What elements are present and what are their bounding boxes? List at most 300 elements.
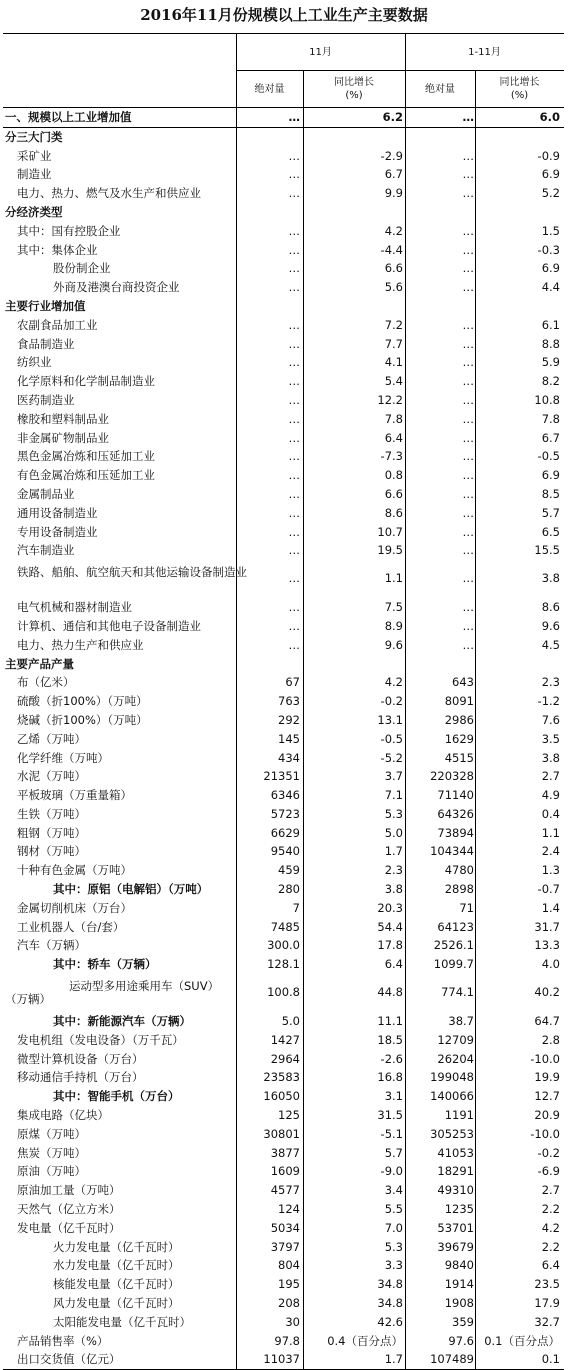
cell-v2: 5.7: [384, 1145, 403, 1160]
cell-v3: 305253: [430, 1126, 474, 1141]
row-label: 金属切削机床（万台）: [17, 900, 132, 915]
cell-v1: …: [288, 430, 300, 445]
cell-v4: 6.9: [541, 468, 560, 483]
cell-v1: …: [288, 392, 300, 407]
cell-v4: 10.8: [534, 392, 560, 407]
cell-v3: …: [462, 167, 474, 182]
header-abs-1: 绝对量: [254, 84, 285, 95]
row-label: 钢材（万吨）: [17, 844, 86, 859]
cell-v3: 2986: [444, 712, 474, 727]
row-label: 生铁（万吨）: [17, 806, 86, 821]
row-label: 粗钢（万吨）: [17, 825, 86, 840]
cell-v2: 1.7: [384, 844, 403, 859]
cell-v2: -5.2: [380, 750, 403, 765]
cell-v4: -10.0: [530, 1126, 560, 1141]
row-label: 橡胶和塑料制品业: [17, 411, 109, 426]
cell-v4: 3.8: [541, 750, 560, 765]
row-label: 股份制企业: [53, 261, 111, 276]
cell-v4: 64.7: [534, 1014, 560, 1029]
cell-v4: 1.3: [541, 863, 560, 878]
cell-v2: 6.2: [382, 110, 403, 124]
row-label: 布（亿米）: [17, 675, 75, 690]
page-title: 2016年11月份规模以上工业生产主要数据: [140, 6, 428, 24]
cell-v3: …: [462, 637, 474, 652]
cell-v2: 6.7: [384, 167, 403, 182]
cell-v1: …: [288, 637, 300, 652]
cell-v2: 5.3: [384, 806, 403, 821]
row-label: 产品销售率（%）: [17, 1333, 109, 1348]
cell-v2: -9.0: [380, 1164, 403, 1179]
cell-v1: …: [288, 186, 300, 201]
cell-v3: 38.7: [448, 1014, 474, 1029]
cell-v1: 100.8: [267, 985, 300, 1000]
cell-v4: -6.9: [537, 1164, 560, 1179]
cell-v1: …: [288, 336, 300, 351]
table-row: [3, 730, 564, 749]
cell-v4: 2.4: [541, 844, 560, 859]
cell-v1: 21351: [263, 769, 300, 784]
cell-v2: 8.6: [384, 505, 403, 520]
cell-v3: 97.6: [448, 1333, 474, 1348]
table-row: [3, 899, 564, 918]
row-label: 通用设备制造业: [17, 505, 98, 520]
table-row: [3, 711, 564, 730]
row-label: 电气机械和器材制造业: [17, 600, 132, 615]
cell-v3: 2898: [444, 882, 474, 897]
table-row: [3, 955, 564, 974]
table-row: [3, 842, 564, 861]
row-label: 十种有色金属（万吨）: [17, 863, 132, 878]
header-growth-1: [303, 76, 405, 102]
cell-v2: 44.8: [377, 985, 403, 1000]
header-period-jan-nov: 1-11月: [468, 47, 501, 58]
row-label: 烧碱（折100%）（万吨）: [17, 712, 148, 727]
cell-v1: 11037: [263, 1352, 300, 1367]
row-label: 采矿业: [17, 148, 52, 163]
header-growth-text: 同比增长: [499, 77, 540, 88]
row-label: 运动型多用途乘用车（SUV）（万辆）: [5, 979, 220, 1007]
row-label: 集成电路（亿块）: [17, 1108, 109, 1123]
cell-v1: 195: [278, 1277, 300, 1292]
row-label: 一、规模以上工业增加值: [5, 110, 132, 124]
table-row: [3, 372, 564, 391]
row-label: 医药制造业: [17, 392, 75, 407]
cell-v4: 9.6: [541, 618, 560, 633]
table-row: [3, 523, 564, 542]
row-label: 汽车（万辆）: [17, 938, 86, 953]
cell-v1: 30801: [263, 1126, 300, 1141]
cell-v4: 4.2: [541, 1220, 560, 1235]
cell-v4: -0.3: [537, 242, 560, 257]
cell-v2: -4.4: [380, 242, 403, 257]
row-label: 出口交货值（亿元）: [17, 1352, 121, 1367]
cell-v1: …: [288, 571, 300, 586]
cell-v1: …: [288, 600, 300, 615]
cell-v3: …: [462, 148, 474, 163]
table-row: [3, 805, 564, 824]
row-label: 其中：国有控股企业: [17, 223, 121, 238]
cell-v1: 124: [278, 1202, 300, 1217]
cell-v3: 104344: [430, 844, 474, 859]
cell-v3: 41053: [437, 1145, 474, 1160]
cell-v2: 7.1: [384, 788, 403, 803]
row-label: 农副食品加工业: [17, 317, 98, 332]
cell-v3: 140066: [430, 1089, 474, 1104]
row-label: 非金属矿物制品业: [17, 430, 109, 445]
table-row: [3, 692, 564, 711]
cell-v4: 5.2: [541, 186, 560, 201]
cell-v2: 7.5: [384, 600, 403, 615]
cell-v3: …: [462, 392, 474, 407]
row-label: 其中：轿车（万辆）: [53, 957, 157, 972]
cell-v4: 6.7: [541, 430, 560, 445]
cell-v3: …: [462, 242, 474, 257]
cell-v2: 10.7: [377, 524, 403, 539]
cell-v2: 19.5: [377, 543, 403, 558]
cell-v4: 2.7: [541, 1183, 560, 1198]
row-label: 微型计算机设备（万台）: [17, 1051, 144, 1066]
row-label: 电力、热力、燃气及水生产和供应业: [17, 186, 201, 201]
cell-v3: 53701: [437, 1220, 474, 1235]
cell-v1: 6629: [270, 825, 300, 840]
table-row: [3, 1125, 564, 1144]
cell-v2: 3.8: [384, 882, 403, 897]
row-label: 化学纤维（万吨）: [17, 750, 109, 765]
cell-v1: 23583: [263, 1070, 300, 1085]
cell-v4: 0.1（百分点）: [484, 1333, 560, 1348]
header-growth-2: [475, 76, 564, 102]
cell-v2: 5.3: [384, 1239, 403, 1254]
cell-v4: 4.0: [541, 957, 560, 972]
cell-v2: 9.6: [384, 637, 403, 652]
table-row: [3, 1181, 564, 1200]
cell-v1: 128.1: [267, 957, 300, 972]
cell-v4: 6.9: [541, 261, 560, 276]
cell-v2: 34.8: [377, 1296, 403, 1311]
row-label: 原煤（万吨）: [17, 1126, 86, 1141]
cell-v1: …: [288, 223, 300, 238]
table-row: [3, 560, 564, 598]
cell-v4: 2.7: [541, 769, 560, 784]
cell-v3: …: [462, 449, 474, 464]
cell-v1: 1427: [270, 1032, 300, 1047]
table-header: [3, 34, 564, 108]
cell-v4: 23.5: [534, 1277, 560, 1292]
cell-v3: 2526.1: [433, 938, 474, 953]
row-label: 水泥（万吨）: [17, 769, 86, 784]
cell-v1: 5.0: [281, 1014, 300, 1029]
cell-v1: …: [288, 110, 300, 124]
cell-v2: 7.8: [384, 411, 403, 426]
cell-v3: 71140: [437, 788, 474, 803]
table-row: [3, 147, 564, 166]
cell-v3: 64123: [437, 919, 474, 934]
cell-v1: 804: [278, 1258, 300, 1273]
table-row: [3, 936, 564, 955]
row-label: 乙烯（万吨）: [17, 731, 86, 746]
cell-v3: …: [462, 374, 474, 389]
cell-v1: …: [288, 167, 300, 182]
table-row: [3, 1238, 564, 1257]
table-row: [3, 410, 564, 429]
cell-v3: 1629: [444, 731, 474, 746]
cell-v2: 7.7: [384, 336, 403, 351]
cell-v1: 16050: [263, 1089, 300, 1104]
table-row: [3, 1068, 564, 1087]
cell-v2: 8.9: [384, 618, 403, 633]
cell-v1: …: [288, 148, 300, 163]
cell-v4: 3.5: [541, 731, 560, 746]
cell-v3: …: [462, 261, 474, 276]
row-label: 天然气（亿立方米）: [17, 1202, 121, 1217]
row-label: 其中：新能源汽车（万辆）: [53, 1014, 191, 1029]
table-row: [3, 673, 564, 692]
cell-v1: …: [288, 449, 300, 464]
cell-v4: 31.7: [534, 919, 560, 934]
row-label: 有色金属冶炼和压延加工业: [17, 468, 155, 483]
cell-v4: 8.2: [541, 374, 560, 389]
table-row: [3, 1162, 564, 1181]
cell-v4: 3.8: [541, 571, 560, 586]
cell-v3: 4515: [444, 750, 474, 765]
cell-v1: …: [288, 261, 300, 276]
cell-v3: 64326: [437, 806, 474, 821]
row-label: 原油（万吨）: [17, 1164, 86, 1179]
cell-v3: …: [462, 468, 474, 483]
cell-v2: 5.6: [384, 280, 403, 295]
cell-v3: 199048: [430, 1070, 474, 1085]
cell-v1: 2964: [270, 1051, 300, 1066]
cell-v4: 2.8: [541, 1032, 560, 1047]
cell-v2: 6.4: [384, 957, 403, 972]
cell-v3: 8091: [444, 694, 474, 709]
cell-v2: 18.5: [377, 1032, 403, 1047]
cell-v2: 6.6: [384, 261, 403, 276]
cell-v4: 5.9: [541, 355, 560, 370]
table-row: [3, 1200, 564, 1219]
cell-v1: 9540: [270, 844, 300, 859]
cell-v2: 34.8: [377, 1277, 403, 1292]
cell-v4: 1.5: [541, 223, 560, 238]
cell-v3: 9840: [444, 1258, 474, 1273]
cell-v1: 763: [278, 694, 300, 709]
cell-v2: 0.4（百分点）: [327, 1333, 403, 1348]
cell-v1: 6346: [270, 788, 300, 803]
cell-v2: 1.1: [384, 571, 403, 586]
row-label: 专用设备制造业: [17, 524, 98, 539]
cell-v4: 6.9: [541, 167, 560, 182]
table-row: [3, 767, 564, 786]
cell-v4: 1.1: [541, 825, 560, 840]
cell-v1: …: [288, 486, 300, 501]
cell-v1: 30: [285, 1314, 300, 1329]
row-label: 电力、热力生产和供应业: [17, 637, 144, 652]
cell-v2: 3.1: [384, 1089, 403, 1104]
cell-v3: …: [462, 486, 474, 501]
row-label: 食品制造业: [17, 336, 75, 351]
cell-v1: 1609: [270, 1164, 300, 1179]
cell-v4: 2.2: [541, 1202, 560, 1217]
table-row: [3, 165, 564, 184]
cell-v4: -1.2: [537, 694, 560, 709]
cell-v1: 208: [278, 1296, 300, 1311]
cell-v4: -10.0: [530, 1051, 560, 1066]
cell-v4: 0.1: [541, 1352, 560, 1367]
cell-v2: 6.4: [384, 430, 403, 445]
cell-v4: -0.5: [537, 449, 560, 464]
table-row: [3, 1050, 564, 1069]
cell-v4: 2.3: [541, 675, 560, 690]
cell-v3: 107489: [430, 1352, 474, 1367]
cell-v3: 12709: [437, 1032, 474, 1047]
row-label: 分经济类型: [5, 204, 63, 219]
table-row: [3, 1294, 564, 1313]
cell-v2: 4.2: [384, 223, 403, 238]
row-label: 汽车制造业: [17, 543, 75, 558]
cell-v3: 73894: [437, 825, 474, 840]
cell-v3: …: [462, 618, 474, 633]
table-row: [3, 880, 564, 899]
header-abs-2: 绝对量: [425, 84, 455, 95]
cell-v2: 5.4: [384, 374, 403, 389]
cell-v1: 4577: [270, 1183, 300, 1198]
table-row: [3, 749, 564, 768]
cell-v1: 3877: [270, 1145, 300, 1160]
cell-v4: -0.2: [537, 1145, 560, 1160]
cell-v4: 6.5: [541, 524, 560, 539]
row-label: 外商及港澳台商投资企业: [53, 280, 180, 295]
cell-v2: 5.0: [384, 825, 403, 840]
cell-v1: …: [288, 242, 300, 257]
table-row: [3, 861, 564, 880]
cell-v4: 6.0: [539, 110, 560, 124]
cell-v3: 220328: [430, 769, 474, 784]
table-row: [3, 974, 564, 1012]
cell-v3: …: [462, 223, 474, 238]
cell-v3: 26204: [437, 1051, 474, 1066]
row-label: 核能发电量（亿千瓦时）: [53, 1277, 180, 1292]
cell-v3: …: [462, 411, 474, 426]
row-label: 分三大门类: [5, 129, 63, 144]
cell-v2: 9.9: [384, 186, 403, 201]
table-row: [3, 466, 564, 485]
row-label: 工业机器人（台/套）: [17, 919, 125, 934]
cell-v1: 3797: [270, 1239, 300, 1254]
table-row: [3, 297, 564, 316]
cell-v4: 19.9: [534, 1070, 560, 1085]
cell-v3: …: [462, 336, 474, 351]
cell-v4: -0.9: [537, 148, 560, 163]
cell-v4: 20.9: [534, 1108, 560, 1123]
cell-v1: 5723: [270, 806, 300, 821]
cell-v1: 145: [278, 731, 300, 746]
cell-v1: 7485: [270, 919, 300, 934]
cell-v3: 49310: [437, 1183, 474, 1198]
table-row: [3, 541, 564, 560]
cell-v1: …: [288, 468, 300, 483]
table-row: [3, 108, 564, 128]
cell-v2: 6.6: [384, 486, 403, 501]
cell-v2: 17.8: [377, 938, 403, 953]
cell-v3: …: [462, 110, 474, 124]
cell-v3: 4780: [444, 863, 474, 878]
cell-v1: …: [288, 524, 300, 539]
row-label: 火力发电量（亿千瓦时）: [53, 1239, 180, 1254]
cell-v3: 774.1: [441, 985, 474, 1000]
row-label: 计算机、通信和其他电子设备制造业: [17, 618, 201, 633]
row-label: 主要产品产量: [5, 656, 74, 671]
cell-v2: 4.2: [384, 675, 403, 690]
cell-v2: -2.6: [380, 1051, 403, 1066]
cell-v2: 7.2: [384, 317, 403, 332]
table-row: [3, 184, 564, 203]
cell-v3: 1235: [444, 1202, 474, 1217]
cell-v4: 40.2: [534, 985, 560, 1000]
header-growth-text: 同比增长: [334, 77, 374, 88]
data-table: [3, 33, 564, 1370]
cell-v4: 15.5: [534, 543, 560, 558]
cell-v4: 5.7: [541, 505, 560, 520]
header-rule: [236, 70, 564, 71]
cell-v2: 0.8: [384, 468, 403, 483]
table-row: [3, 655, 564, 674]
cell-v2: 4.1: [384, 355, 403, 370]
cell-v2: 2.3: [384, 863, 403, 878]
cell-v3: …: [462, 524, 474, 539]
cell-v3: …: [462, 355, 474, 370]
header-period-november: 11月: [309, 47, 332, 58]
row-label: 黑色金属冶炼和压延加工业: [17, 449, 155, 464]
row-label: 制造业: [17, 167, 52, 182]
cell-v3: …: [462, 543, 474, 558]
cell-v4: 8.6: [541, 600, 560, 615]
cell-v3: 71: [459, 900, 474, 915]
cell-v2: 7.0: [384, 1220, 403, 1235]
cell-v2: 16.8: [377, 1070, 403, 1085]
cell-v3: 18291: [437, 1164, 474, 1179]
table-row: [3, 335, 564, 354]
cell-v1: 459: [278, 863, 300, 878]
row-label: 主要行业增加值: [5, 298, 86, 313]
table-row: [3, 1313, 564, 1332]
cell-v2: -2.9: [380, 148, 403, 163]
cell-v1: 67: [285, 675, 300, 690]
table-row: [3, 241, 564, 260]
cell-v2: 3.4: [384, 1183, 403, 1198]
cell-v1: 434: [278, 750, 300, 765]
cell-v1: …: [288, 280, 300, 295]
table-row: [3, 918, 564, 937]
row-label: 发电量（亿千瓦时）: [17, 1220, 121, 1235]
table-row: [3, 1031, 564, 1050]
table-row: [3, 429, 564, 448]
cell-v2: -0.5: [380, 731, 403, 746]
cell-v1: …: [288, 355, 300, 370]
cell-v3: …: [462, 280, 474, 295]
cell-v4: 1.4: [541, 900, 560, 915]
table-row: [3, 1012, 564, 1031]
cell-v4: 4.5: [541, 637, 560, 652]
row-label: 其中：原铝（电解铝）（万吨）: [53, 882, 209, 897]
cell-v2: 20.3: [377, 900, 403, 915]
cell-v2: 42.6: [377, 1314, 403, 1329]
table-row: [3, 485, 564, 504]
table-row: [3, 1219, 564, 1238]
cell-v4: 7.8: [541, 411, 560, 426]
cell-v3: 39679: [437, 1239, 474, 1254]
cell-v4: 2.2: [541, 1239, 560, 1254]
table-row: [3, 259, 564, 278]
